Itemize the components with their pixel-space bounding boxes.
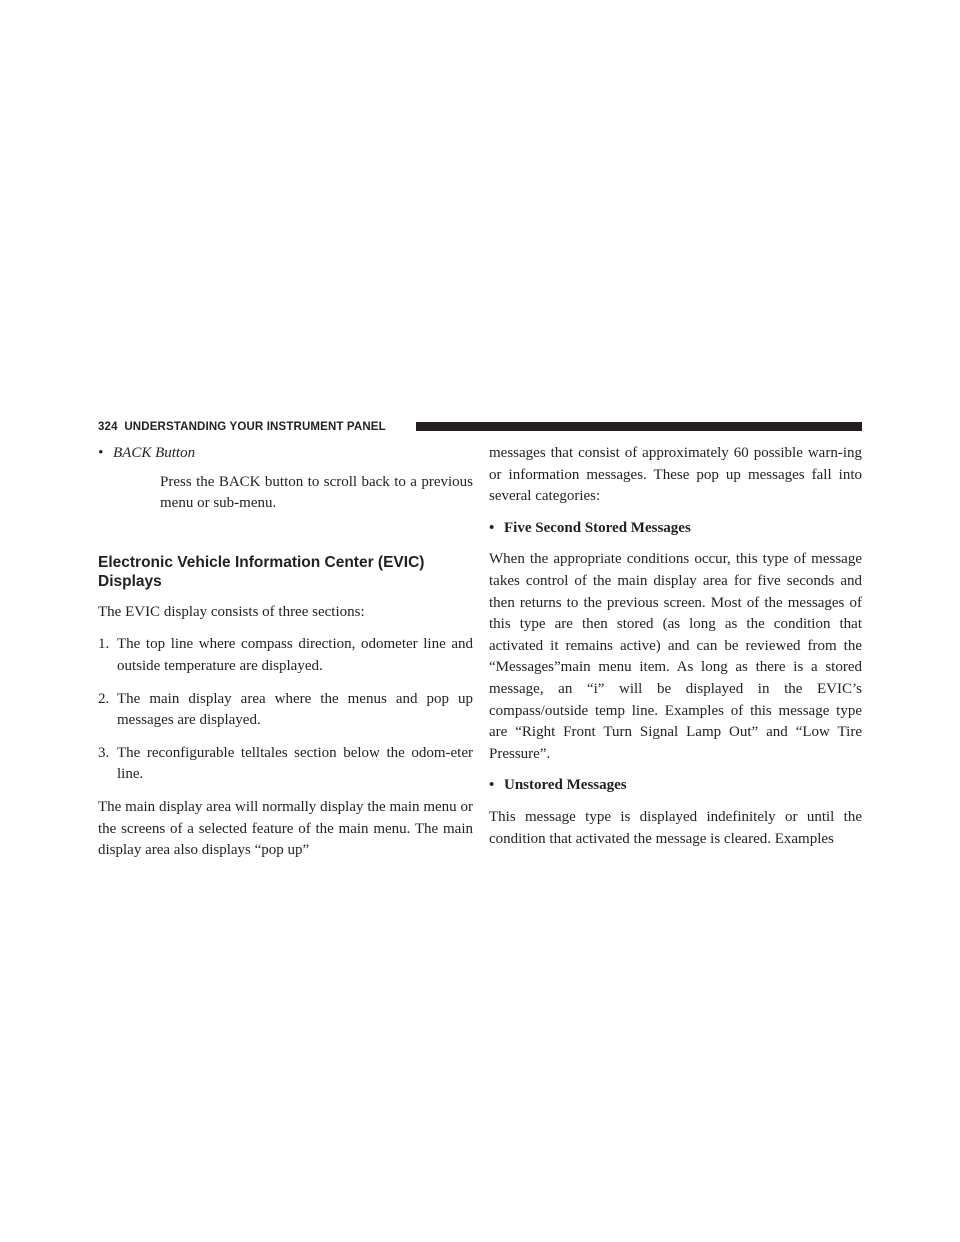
- bullet-back-button: [98, 443, 473, 465]
- list-item-text: The reconfigurable telltales section below the odom-eter line.: [117, 744, 473, 783]
- list-item: [98, 634, 473, 677]
- evic-intro: The EVIC display consists of three sections:: [98, 603, 365, 620]
- five-second-description: When the appropriate conditions occur, this type of message takes control of the main display area for five seconds and then returns to the previous screen. Most of the messages of this type are then stored (as long as the condition that activated it remains active) and can be reviewed from the “Messages”main menu item. As long as there is a stored message, an “i” will be displayed in the EVIC’s compass/outside temp line. Examples of this message type are “Right Front Turn Signal Lamp Out” and “Low Tire Pressure”.: [489, 551, 862, 762]
- unstored-description: This message type is displayed indefinitely or until the condition that activated the message is cleared. Examples: [489, 808, 862, 847]
- bullet-back-label: BACK Button: [113, 445, 196, 461]
- main-display-paragraph: The main display area will normally display the main menu or the screens of a selected feature of the main menu. The main display area also displays “pop up”: [98, 798, 473, 859]
- page-number: 324: [98, 421, 118, 433]
- list-item: [98, 743, 473, 786]
- header-rule: [416, 422, 862, 431]
- bullet-five-second-label: Five Second Stored Messages: [504, 519, 691, 536]
- section-title: UNDERSTANDING YOUR INSTRUMENT PANEL: [124, 421, 386, 433]
- right-column: [489, 443, 862, 850]
- bullet-unstored-label: Unstored Messages: [504, 777, 627, 794]
- section-heading: Electronic Vehicle Information Center (EVIC) Displays: [98, 553, 425, 590]
- bullet-dot: •: [489, 519, 495, 536]
- back-button-description: Press the BACK button to scroll back to a previous menu or sub-menu.: [160, 473, 473, 512]
- continuation-paragraph: messages that consist of approximately 60 possible warn-ing or information messages. These pop up messages fall into several categories:: [489, 445, 862, 505]
- bullet-dot: •: [489, 777, 495, 794]
- list-item: [98, 689, 473, 732]
- bullet-unstored: [489, 775, 862, 797]
- bullet-five-second: [489, 518, 862, 540]
- list-item-number: 2.: [98, 690, 110, 707]
- list-item-text: The top line where compass direction, odometer line and outside temperature are displayed.: [117, 636, 473, 674]
- list-item-text: The main display area where the menus and pop up messages are displayed.: [117, 690, 473, 729]
- list-item-number: 1.: [98, 636, 110, 653]
- list-item-number: 3.: [98, 744, 110, 761]
- page-header: [98, 420, 862, 434]
- left-column: [98, 443, 473, 862]
- header-text: [98, 420, 386, 434]
- bullet-dot: •: [98, 445, 104, 461]
